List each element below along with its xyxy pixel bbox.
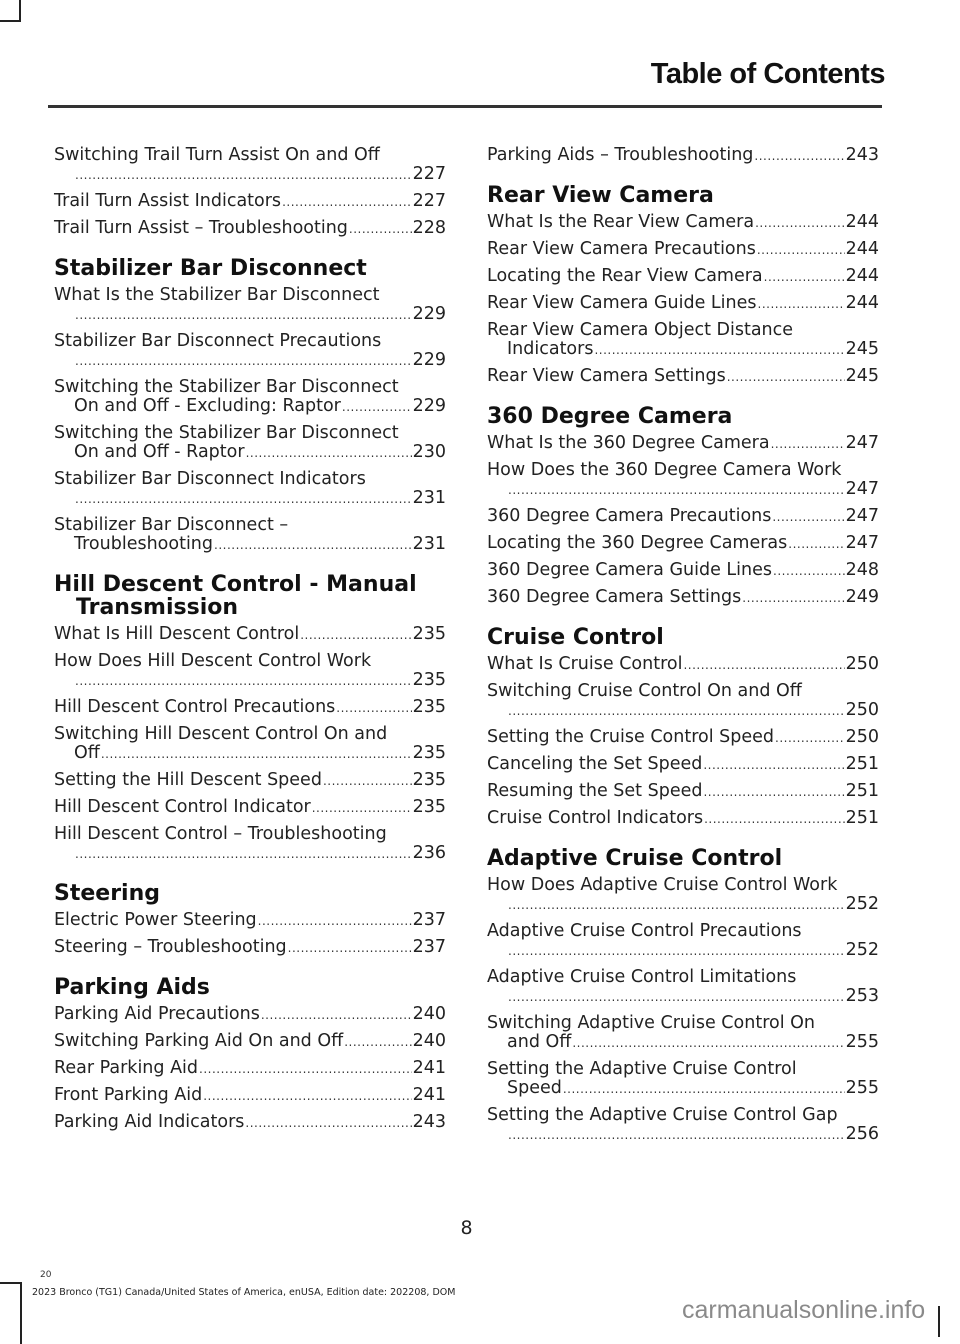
dot-leader bbox=[75, 845, 412, 864]
entry-page-number: 231 bbox=[412, 534, 446, 554]
entry-title: Locating the 360 Degree Cameras bbox=[487, 533, 788, 553]
toc-entry[interactable] bbox=[54, 146, 446, 185]
entry-page-number: 253 bbox=[845, 986, 879, 1006]
entry-page-number: 235 bbox=[412, 797, 446, 817]
entry-page-number: 251 bbox=[845, 781, 879, 801]
header-divider bbox=[48, 105, 882, 108]
toc-entry[interactable] bbox=[54, 219, 446, 239]
entry-title: On and Off - Excluding: Raptor bbox=[74, 396, 341, 416]
entry-page-number: 243 bbox=[845, 145, 879, 165]
dot-leader bbox=[203, 1087, 411, 1106]
toc-entry[interactable] bbox=[54, 725, 446, 764]
entry-page-number: 248 bbox=[845, 560, 879, 580]
dot-leader bbox=[261, 1006, 412, 1025]
entry-title: Rear Parking Aid bbox=[54, 1058, 199, 1078]
dot-leader bbox=[742, 589, 844, 608]
toc-section bbox=[487, 405, 879, 608]
entry-title: Stabilizer Bar Disconnect Indicators bbox=[54, 469, 366, 489]
watermark[interactable]: carmanualsonline.info bbox=[682, 1296, 926, 1324]
toc-entry[interactable] bbox=[487, 267, 879, 287]
toc-entry[interactable] bbox=[487, 367, 879, 387]
entry-title: What Is the Stabilizer Bar Disconnect bbox=[54, 285, 380, 305]
entry-page-number: 235 bbox=[412, 697, 446, 717]
toc-entry[interactable] bbox=[54, 286, 446, 325]
entry-title: Off bbox=[74, 743, 100, 763]
toc-entry[interactable] bbox=[487, 588, 879, 608]
entry-page-number: 255 bbox=[845, 1032, 879, 1052]
entry-page-number: 244 bbox=[845, 212, 879, 232]
dot-leader bbox=[75, 306, 412, 325]
dot-leader bbox=[258, 912, 412, 931]
entry-page-number: 235 bbox=[412, 624, 446, 644]
dot-leader bbox=[773, 562, 845, 581]
toc-entry[interactable] bbox=[487, 146, 879, 166]
toc-entry[interactable] bbox=[54, 625, 446, 645]
dot-leader bbox=[214, 536, 412, 555]
entry-title: 360 Degree Camera Precautions bbox=[487, 506, 772, 526]
toc-column-right bbox=[487, 146, 879, 1152]
entry-page-number: 244 bbox=[845, 266, 879, 286]
dot-leader bbox=[349, 220, 412, 239]
dot-leader bbox=[704, 810, 845, 829]
section-heading: Rear View Camera bbox=[487, 183, 714, 208]
toc-entry[interactable] bbox=[487, 728, 879, 748]
entry-title: and Off bbox=[507, 1032, 572, 1052]
dot-leader bbox=[757, 241, 845, 260]
entry-page-number: 229 bbox=[412, 304, 446, 324]
section-heading: Cruise Control bbox=[487, 625, 664, 650]
entry-title: Trail Turn Assist – Troubleshooting bbox=[54, 218, 348, 238]
section-heading: Stabilizer Bar Disconnect bbox=[54, 256, 367, 281]
dot-leader bbox=[508, 942, 845, 961]
dot-leader bbox=[300, 626, 411, 645]
dot-leader bbox=[764, 268, 845, 287]
entry-page-number: 247 bbox=[845, 433, 879, 453]
entry-title: 360 Degree Camera Settings bbox=[487, 587, 742, 607]
toc-entry[interactable] bbox=[487, 1106, 879, 1145]
toc-entry[interactable] bbox=[487, 809, 879, 829]
entry-page-number: 227 bbox=[412, 164, 446, 184]
entry-title: Troubleshooting bbox=[74, 534, 214, 554]
entry-title: How Does Adaptive Cruise Control Work bbox=[487, 875, 838, 895]
toc-entry[interactable] bbox=[54, 378, 446, 417]
edition-footer: 2023 Bronco (TG1) Canada/United States of America, enUSA, Edition date: 202208, DOM bbox=[32, 1287, 456, 1298]
toc-entry[interactable] bbox=[54, 1113, 446, 1133]
entry-page-number: 250 bbox=[845, 700, 879, 720]
entry-page-number: 240 bbox=[412, 1031, 446, 1051]
dot-leader bbox=[788, 535, 844, 554]
entry-page-number: 244 bbox=[845, 239, 879, 259]
crop-mark-bottom-right bbox=[938, 1306, 940, 1337]
entry-title: Adaptive Cruise Control Precautions bbox=[487, 921, 802, 941]
entry-title: Switching the Stabilizer Bar Disconnect bbox=[54, 423, 399, 443]
entry-page-number: 229 bbox=[412, 350, 446, 370]
entry-title: Steering – Troubleshooting bbox=[54, 937, 287, 957]
entry-title: Setting the Adaptive Cruise Control bbox=[487, 1059, 797, 1079]
dot-leader bbox=[336, 699, 411, 718]
dot-leader bbox=[312, 799, 412, 818]
dot-leader bbox=[758, 295, 845, 314]
dot-leader bbox=[282, 193, 412, 212]
entry-page-number: 229 bbox=[412, 396, 446, 416]
page-title: Table of Contents bbox=[650, 58, 885, 90]
toc-column-left bbox=[54, 146, 446, 1140]
entry-page-number: 245 bbox=[845, 366, 879, 386]
dot-leader bbox=[754, 147, 844, 166]
dot-leader bbox=[508, 988, 845, 1007]
entry-page-number: 251 bbox=[845, 754, 879, 774]
toc-section bbox=[487, 146, 879, 166]
toc-section bbox=[487, 184, 879, 387]
dot-leader bbox=[75, 166, 412, 185]
toc-entry[interactable] bbox=[54, 1032, 446, 1052]
section-heading: Parking Aids bbox=[54, 975, 210, 1000]
dot-leader bbox=[323, 772, 412, 791]
toc-entry[interactable] bbox=[54, 332, 446, 371]
entry-title: Switching Hill Descent Control On and bbox=[54, 724, 388, 744]
entry-page-number: 243 bbox=[412, 1112, 446, 1132]
dot-leader bbox=[199, 1060, 412, 1079]
entry-page-number: 228 bbox=[412, 218, 446, 238]
dot-leader bbox=[508, 702, 845, 721]
entry-page-number: 251 bbox=[845, 808, 879, 828]
dot-leader bbox=[101, 745, 412, 764]
toc-entry[interactable] bbox=[54, 192, 446, 212]
dot-leader bbox=[246, 444, 412, 463]
entry-title: 360 Degree Camera Guide Lines bbox=[487, 560, 772, 580]
entry-title: What Is Cruise Control bbox=[487, 654, 683, 674]
toc-entry[interactable] bbox=[487, 534, 879, 554]
toc-entry[interactable] bbox=[487, 968, 879, 1007]
toc-entry[interactable] bbox=[487, 1014, 879, 1053]
toc-entry[interactable] bbox=[487, 294, 879, 314]
entry-title: Parking Aid Precautions bbox=[54, 1004, 260, 1024]
entry-title: Resuming the Set Speed bbox=[487, 781, 703, 801]
toc-entry[interactable] bbox=[54, 1086, 446, 1106]
toc-entry[interactable] bbox=[54, 1059, 446, 1079]
toc-section bbox=[487, 847, 879, 1145]
entry-page-number: 247 bbox=[845, 479, 879, 499]
entry-title: Trail Turn Assist Indicators bbox=[54, 191, 282, 211]
entry-title: How Does the 360 Degree Camera Work bbox=[487, 460, 842, 480]
entry-title: Setting the Cruise Control Speed bbox=[487, 727, 774, 747]
entry-page-number: 250 bbox=[845, 654, 879, 674]
toc-entry[interactable] bbox=[487, 876, 879, 915]
dot-leader bbox=[775, 729, 845, 748]
entry-page-number: 252 bbox=[845, 894, 879, 914]
toc-entry[interactable] bbox=[54, 771, 446, 791]
crop-mark-bottom-left bbox=[0, 1282, 22, 1344]
entry-title: Switching Adaptive Cruise Control On bbox=[487, 1013, 815, 1033]
entry-title: What Is the Rear View Camera bbox=[487, 212, 755, 232]
toc-entry[interactable] bbox=[54, 516, 446, 555]
toc-entry[interactable] bbox=[54, 825, 446, 864]
entry-title: Setting the Hill Descent Speed bbox=[54, 770, 322, 790]
entry-title: Rear View Camera Guide Lines bbox=[487, 293, 757, 313]
toc-entry[interactable] bbox=[487, 922, 879, 961]
dot-leader bbox=[508, 1126, 845, 1145]
toc-entry[interactable] bbox=[487, 682, 879, 721]
toc-entry[interactable] bbox=[487, 507, 879, 527]
dot-leader bbox=[755, 214, 845, 233]
entry-title: Hill Descent Control – Troubleshooting bbox=[54, 824, 387, 844]
entry-title: Rear View Camera Settings bbox=[487, 366, 726, 386]
entry-title: Stabilizer Bar Disconnect – bbox=[54, 515, 289, 535]
dot-leader bbox=[342, 398, 412, 417]
entry-title: Parking Aids – Troubleshooting bbox=[487, 145, 754, 165]
toc-entry[interactable] bbox=[487, 434, 879, 454]
toc-entry[interactable] bbox=[54, 424, 446, 463]
section-heading: Adaptive Cruise Control bbox=[487, 846, 783, 871]
entry-title: What Is Hill Descent Control bbox=[54, 624, 300, 644]
dot-leader bbox=[683, 656, 844, 675]
dot-leader bbox=[344, 1033, 411, 1052]
entry-page-number: 247 bbox=[845, 533, 879, 553]
dot-leader bbox=[572, 1034, 844, 1053]
entry-page-number: 236 bbox=[412, 843, 446, 863]
toc-entry[interactable] bbox=[54, 938, 446, 958]
dot-leader bbox=[508, 481, 845, 500]
entry-title: Hill Descent Control Precautions bbox=[54, 697, 336, 717]
entry-title: Switching Cruise Control On and Off bbox=[487, 681, 802, 701]
entry-page-number: 237 bbox=[412, 910, 446, 930]
dot-leader bbox=[75, 672, 412, 691]
entry-title: Speed bbox=[507, 1078, 562, 1098]
entry-page-number: 227 bbox=[412, 191, 446, 211]
entry-page-number: 245 bbox=[845, 339, 879, 359]
dot-leader bbox=[563, 1080, 845, 1099]
toc-section bbox=[487, 626, 879, 829]
toc-entry[interactable] bbox=[487, 755, 879, 775]
entry-page-number: 255 bbox=[845, 1078, 879, 1098]
entry-page-number: 235 bbox=[412, 670, 446, 690]
entry-title: Rear View Camera Precautions bbox=[487, 239, 756, 259]
page-number: 8 bbox=[460, 1217, 473, 1239]
dot-leader bbox=[75, 352, 412, 371]
toc-entry[interactable] bbox=[487, 561, 879, 581]
entry-title: Rear View Camera Object Distance bbox=[487, 320, 794, 340]
entry-page-number: 247 bbox=[845, 506, 879, 526]
section-heading: 360 Degree Camera bbox=[487, 404, 733, 429]
toc-section bbox=[54, 257, 446, 555]
toc-section bbox=[54, 976, 446, 1133]
entry-page-number: 249 bbox=[845, 587, 879, 607]
entry-page-number: 241 bbox=[412, 1058, 446, 1078]
entry-page-number: 250 bbox=[845, 727, 879, 747]
dot-leader bbox=[288, 939, 412, 958]
toc-entry[interactable] bbox=[487, 782, 879, 802]
entry-title: On and Off - Raptor bbox=[74, 442, 245, 462]
toc-entry[interactable] bbox=[487, 655, 879, 675]
entry-page-number: 240 bbox=[412, 1004, 446, 1024]
dot-leader bbox=[508, 896, 845, 915]
toc-entry[interactable] bbox=[54, 652, 446, 691]
entry-title: Parking Aid Indicators bbox=[54, 1112, 245, 1132]
dot-leader bbox=[772, 508, 844, 527]
toc-entry[interactable] bbox=[54, 798, 446, 818]
entry-page-number: 244 bbox=[845, 293, 879, 313]
toc-entry[interactable] bbox=[487, 240, 879, 260]
section-heading: Steering bbox=[54, 881, 161, 906]
entry-title: Adaptive Cruise Control Limitations bbox=[487, 967, 797, 987]
toc-entry[interactable] bbox=[54, 698, 446, 718]
entry-title: Switching Trail Turn Assist On and Off bbox=[54, 145, 380, 165]
entry-title: Hill Descent Control Indicator bbox=[54, 797, 311, 817]
entry-title: How Does Hill Descent Control Work bbox=[54, 651, 372, 671]
entry-title: Switching the Stabilizer Bar Disconnect bbox=[54, 377, 399, 397]
dot-leader bbox=[703, 783, 844, 802]
side-page-number: 20 bbox=[40, 1270, 52, 1280]
entry-page-number: 241 bbox=[412, 1085, 446, 1105]
entry-title: Electric Power Steering bbox=[54, 910, 257, 930]
dot-leader bbox=[703, 756, 844, 775]
dot-leader bbox=[75, 490, 412, 509]
dot-leader bbox=[594, 341, 844, 360]
toc-entry[interactable] bbox=[487, 213, 879, 233]
dot-leader bbox=[245, 1114, 411, 1133]
entry-title: Setting the Adaptive Cruise Control Gap bbox=[487, 1105, 838, 1125]
entry-page-number: 231 bbox=[412, 488, 446, 508]
entry-title: Front Parking Aid bbox=[54, 1085, 203, 1105]
toc-entry[interactable] bbox=[54, 470, 446, 509]
toc-section bbox=[54, 573, 446, 864]
toc-entry[interactable] bbox=[487, 1060, 879, 1099]
entry-title: What Is the 360 Degree Camera bbox=[487, 433, 770, 453]
toc-entry[interactable] bbox=[487, 321, 879, 360]
entry-title: Canceling the Set Speed bbox=[487, 754, 703, 774]
dot-leader bbox=[771, 435, 845, 454]
toc-entry[interactable] bbox=[54, 911, 446, 931]
entry-title: Indicators bbox=[507, 339, 594, 359]
entry-page-number: 235 bbox=[412, 743, 446, 763]
dot-leader bbox=[727, 368, 845, 387]
entry-page-number: 230 bbox=[412, 442, 446, 462]
crop-mark-top-left bbox=[0, 0, 21, 22]
entry-title: Cruise Control Indicators bbox=[487, 808, 704, 828]
toc-entry[interactable] bbox=[487, 461, 879, 500]
toc-section bbox=[54, 882, 446, 958]
entry-title: Stabilizer Bar Disconnect Precautions bbox=[54, 331, 382, 351]
entry-page-number: 256 bbox=[845, 1124, 879, 1144]
entry-page-number: 252 bbox=[845, 940, 879, 960]
toc-section bbox=[54, 146, 446, 239]
entry-title: Switching Parking Aid On and Off bbox=[54, 1031, 344, 1051]
section-heading: Hill Descent Control - Manual Transmission bbox=[54, 572, 417, 620]
entry-page-number: 237 bbox=[412, 937, 446, 957]
entry-page-number: 235 bbox=[412, 770, 446, 790]
toc-entry[interactable] bbox=[54, 1005, 446, 1025]
entry-title: Locating the Rear View Camera bbox=[487, 266, 763, 286]
